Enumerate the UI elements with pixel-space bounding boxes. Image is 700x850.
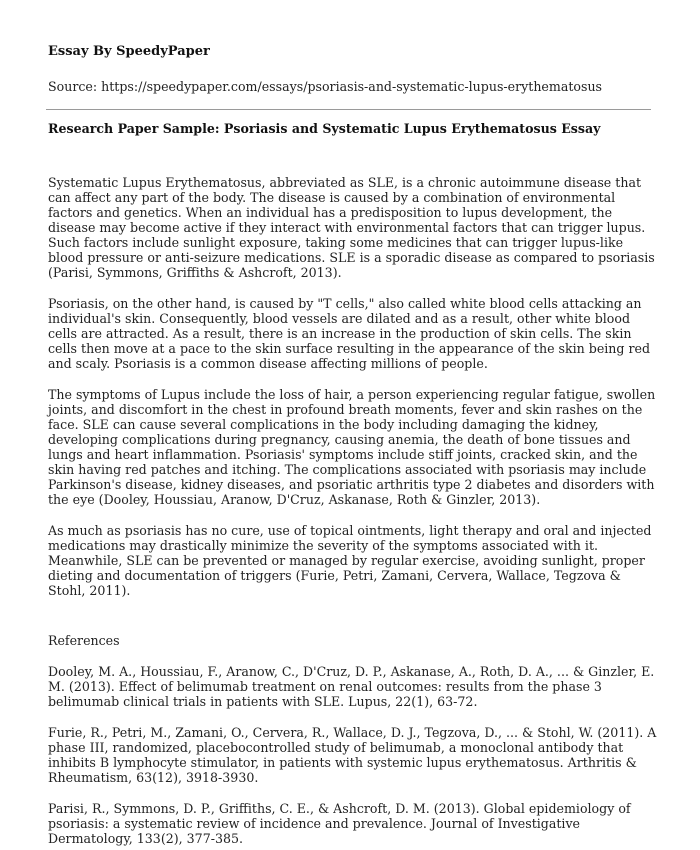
header-divider bbox=[46, 109, 651, 110]
body-paragraph: The symptoms of Lupus include the loss of hair, a person experiencing regular fatigue, swollen joints, and discomfort in the chest in profound breath moments, fever and skin rashes on the face. SLE can cause several complications in the body including damaging the kidney, developing complications during pregnancy, causing anemia, the death of bone tissues and lungs and heart inflammation. Psoriasis' symptoms include stiff joints, cracked skin, and the skin having red patches and itching. The complications associated with psoriasis may include Parkinson's disease, kidney diseases, and psoriatic arthritis type 2 diabetes and disorders with the eye (Dooley, Houssiau, Aranow, D'Cruz, Askanase, Roth & Ginzler, 2013). bbox=[48, 387, 656, 507]
essay-title: Research Paper Sample: Psoriasis and Systematic Lupus Erythematosus Essay bbox=[48, 121, 601, 136]
source-line: Source: https://speedypaper.com/essays/psoriasis-and-systematic-lupus-erythematosus bbox=[48, 79, 603, 94]
reference-item: Parisi, R., Symmons, D. P., Griffiths, C. E., & Ashcroft, D. M. (2013). Global epidemiology of psoriasis: a systematic review of incidence and prevalence. Journal of Investigative Dermatology, 133(2), 377-385. bbox=[48, 801, 631, 846]
body-paragraph: Systematic Lupus Erythematosus, abbreviated as SLE, is a chronic autoimmune disease that can affect any part of the body. The disease is caused by a combination of environmental factors and genetics. When an individual has a predisposition to lupus development, the disease may become active if they interact with environmental factors that can trigger lupus. Such factors include sunlight exposure, taking some medicines that can trigger lupus-like blood pressure or anti-seizure medications. SLE is a sporadic disease as compared to psoriasis (Parisi, Symmons, Griffiths & Ashcroft, 2013). bbox=[48, 175, 655, 280]
essay-body bbox=[48, 175, 665, 598]
brand-title: Essay By SpeedyPaper bbox=[48, 44, 210, 59]
body-paragraph: As much as psoriasis has no cure, use of topical ointments, light therapy and oral and injected medications may drastically minimize the severity of the symptoms associated with it. Meanwhile, SLE can be prevented or managed by regular exercise, avoiding sunlight, proper dieting and documentation of triggers (Furie, Petri, Zamani, Cervera, Wallace, Tegzova & Stohl, 2011). bbox=[48, 523, 652, 598]
references-heading: References bbox=[48, 633, 120, 648]
reference-item: Furie, R., Petri, M., Zamani, O., Cervera, R., Wallace, D. J., Tegzova, D., ... & Stohl, W. (2011). A phase III, randomized, placebocontrolled study of belimumab, a monoclonal antibody that inhibits B lymphocyte stimulator, in patients with systemic lupus erythematosus. Arthritis & Rheumatism, 63(12), 3918-3930. bbox=[48, 725, 657, 785]
reference-item: Dooley, M. A., Houssiau, F., Aranow, C., D'Cruz, D. P., Askanase, A., Roth, D. A., ... & Ginzler, E. M. (2013). Effect of belimumab treatment on renal outcomes: results from the phase 3 belimumab clinical trials in patients with SLE. Lupus, 22(1), 63-72. bbox=[48, 664, 655, 709]
references-list bbox=[48, 664, 665, 846]
body-paragraph: Psoriasis, on the other hand, is caused by "T cells," also called white blood cells attacking an individual's skin. Consequently, blood vessels are dilated and as a result, other white blood cells are attracted. As a result, there is an increase in the production of skin cells. The skin cells then move at a pace to the skin surface resulting in the appearance of the skin being red and scaly. Psoriasis is a common disease affecting millions of people. bbox=[48, 296, 651, 371]
